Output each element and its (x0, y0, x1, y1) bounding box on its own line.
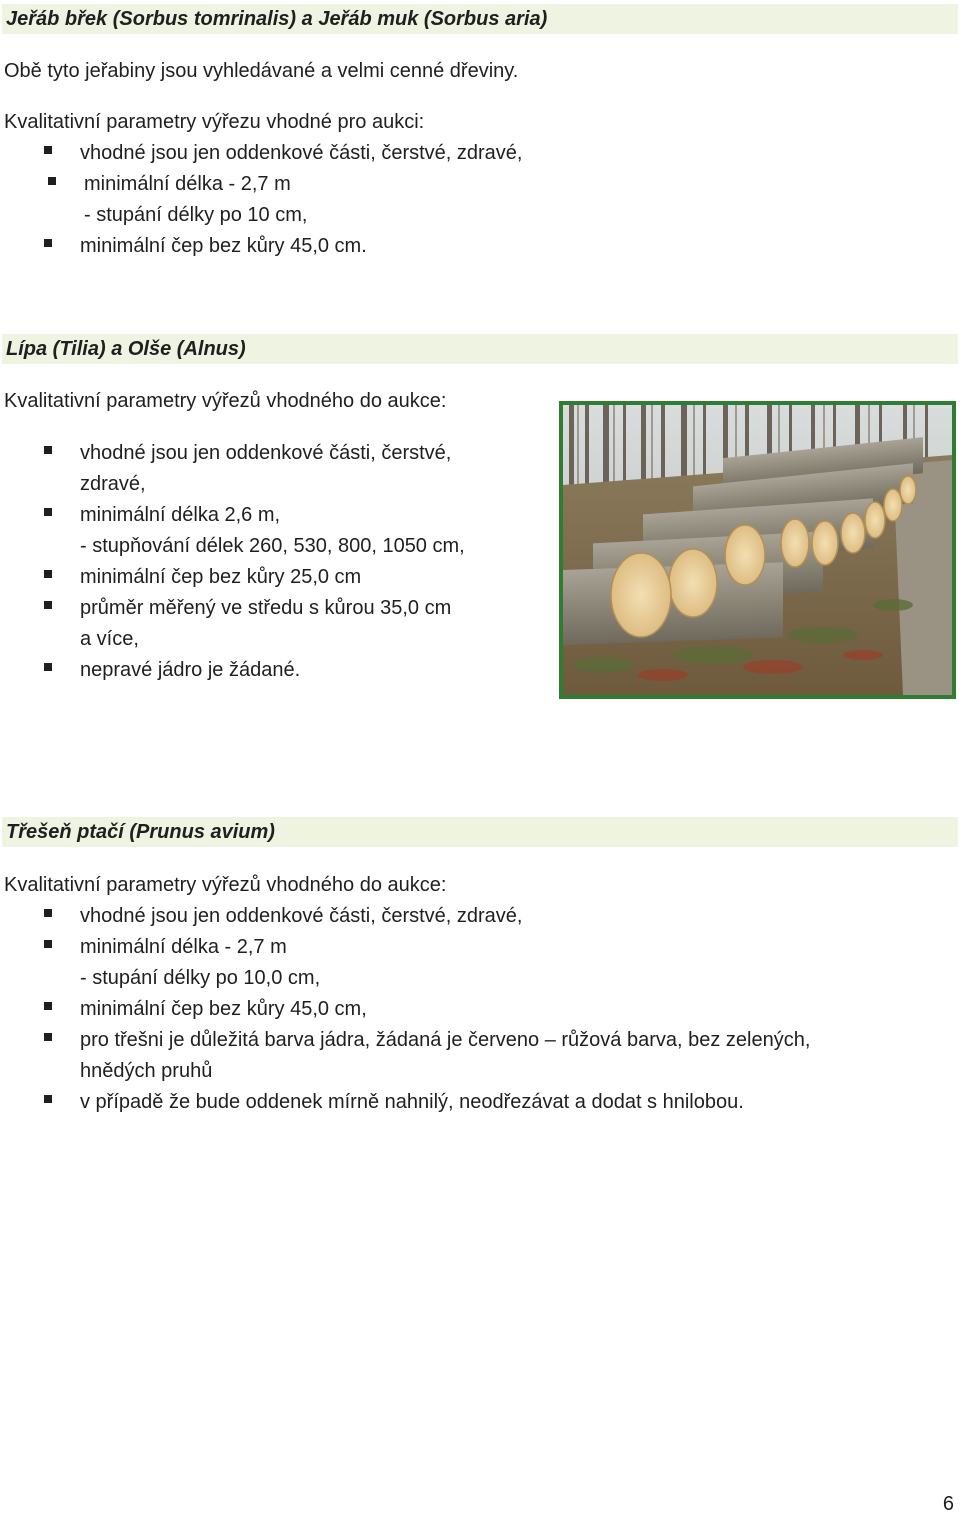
bullet-icon (44, 909, 52, 917)
params-label: Kvalitativní parametry výřezů vhodného do aukce: (4, 874, 447, 896)
bullet-icon (44, 570, 52, 578)
bullet-icon (44, 146, 52, 154)
bullet-icon (44, 1002, 52, 1010)
list-item: zdravé, (80, 473, 146, 495)
section-heading-prunus: Třešeň ptačí (Prunus avium) (2, 817, 958, 847)
list-item: pro třešni je důležitá barva jádra, žádaná je červeno – růžová barva, bez zelených, (80, 1029, 811, 1051)
list-item: průměr měřený ve středu s kůrou 35,0 cm (80, 597, 452, 619)
params-label: Kvalitativní parametry výřezu vhodné pro aukci: (4, 111, 425, 133)
bullet-icon (48, 177, 56, 185)
bullet-icon (44, 663, 52, 671)
bullet-icon (44, 239, 52, 247)
section-heading-sorbus: Jeřáb břek (Sorbus tomrinalis) a Jeřáb muk (Sorbus aria) (2, 4, 958, 34)
list-item: - stupání délky po 10,0 cm, (80, 967, 321, 989)
list-item: a více, (80, 628, 139, 650)
list-item: minimální čep bez kůry 45,0 cm. (80, 235, 367, 257)
bullet-icon (44, 446, 52, 454)
list-item: vhodné jsou jen oddenkové části, čerstvé, zdravé, (80, 905, 523, 927)
section-heading-tilia-alnus: Lípa (Tilia) a Olše (Alnus) (2, 334, 958, 364)
list-item: minimální délka 2,6 m, (80, 504, 281, 526)
params-label: Kvalitativní parametry výřezů vhodného do aukce: (4, 390, 447, 412)
bullet-icon (44, 940, 52, 948)
list-item: - stupání délky po 10 cm, (84, 204, 308, 226)
list-item: v případě že bude oddenek mírně nahnilý, neodřezávat a dodat s hnilobou. (80, 1091, 744, 1113)
list-item: nepravé jádro je žádané. (80, 659, 301, 681)
list-item: minimální čep bez kůry 45,0 cm, (80, 998, 367, 1020)
list-item: - stupňování délek 260, 530, 800, 1050 cm, (80, 535, 465, 557)
list-item: vhodné jsou jen oddenkové části, čerstvé, zdravé, (80, 142, 523, 164)
bullet-icon (44, 1095, 52, 1103)
bullet-icon (44, 508, 52, 516)
page-number: 6 (942, 1493, 954, 1515)
list-item: hnědých pruhů (80, 1060, 213, 1082)
bullet-icon (44, 1033, 52, 1041)
stacked-logs-icon (563, 405, 952, 695)
list-item: minimální délka - 2,7 m (80, 936, 287, 958)
intro-text: Obě tyto jeřabiny jsou vyhledávané a velmi cenné dřeviny. (4, 60, 519, 82)
list-item: vhodné jsou jen oddenkové části, čerstvé, (80, 442, 452, 464)
stacked-logs-photo (559, 401, 956, 699)
list-item: minimální délka - 2,7 m (84, 173, 291, 195)
list-item: minimální čep bez kůry 25,0 cm (80, 566, 362, 588)
bullet-icon (44, 601, 52, 609)
